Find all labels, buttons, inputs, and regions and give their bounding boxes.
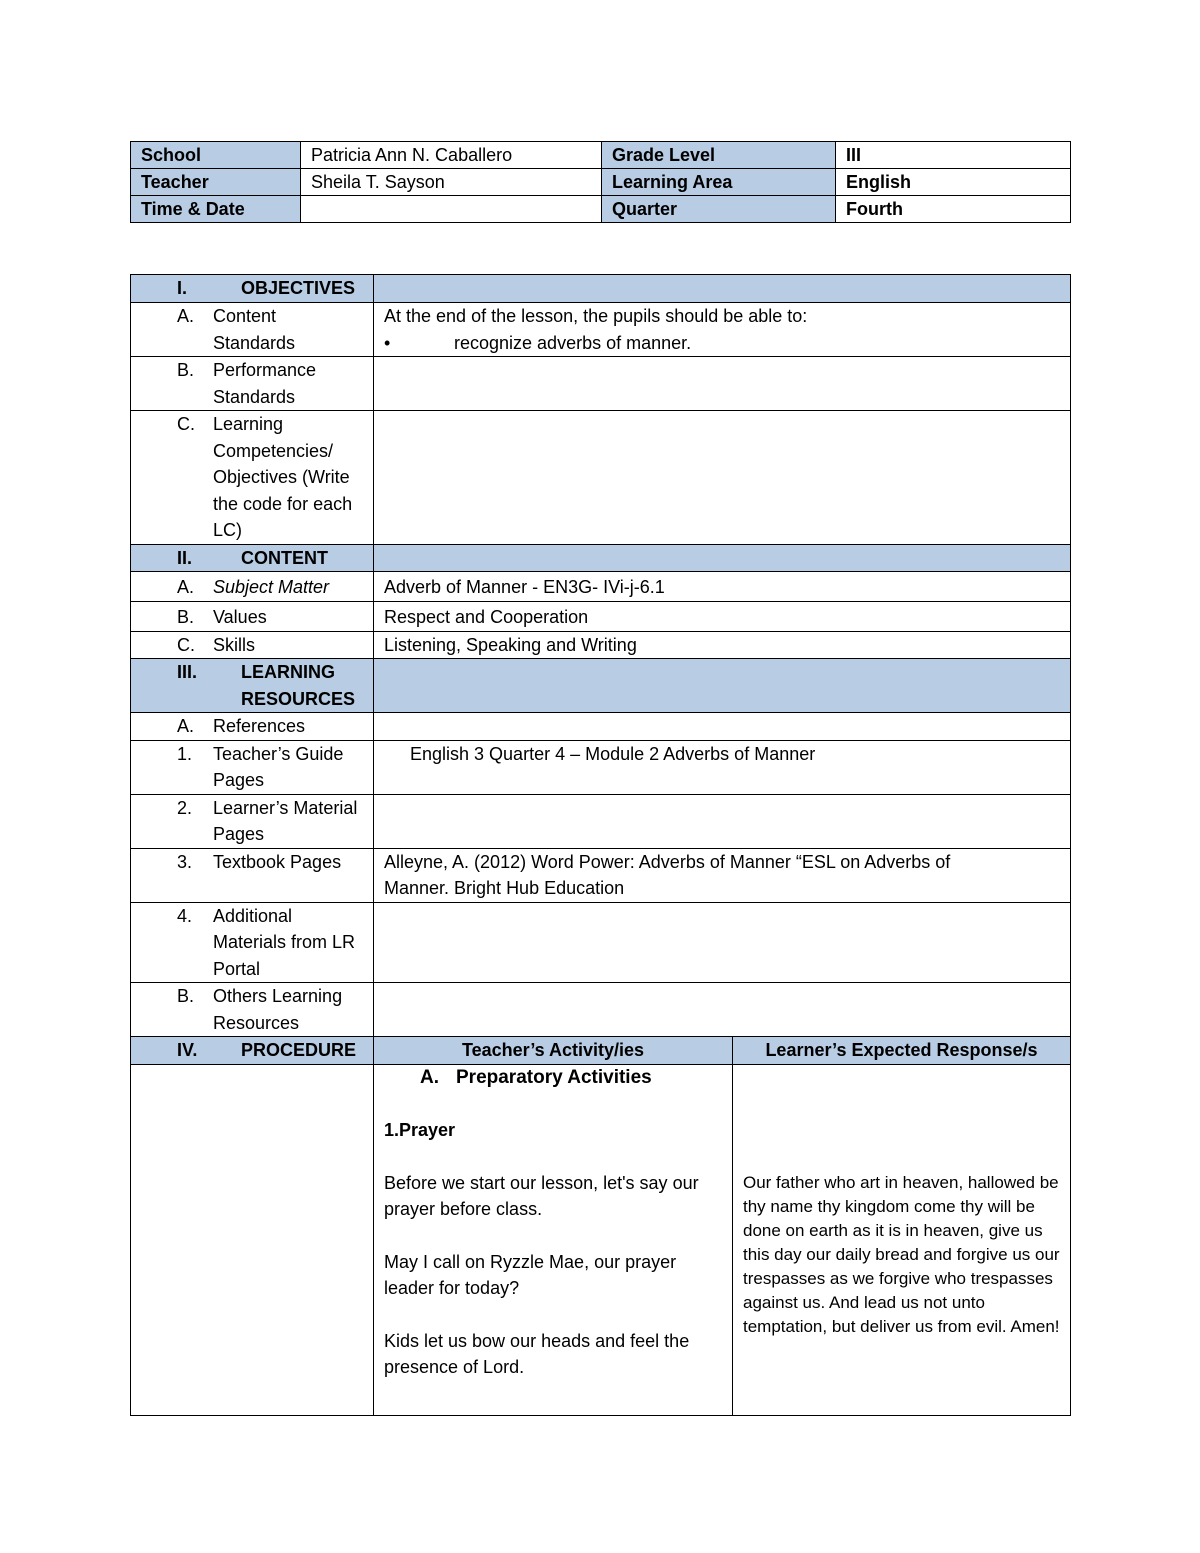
table-row bbox=[131, 902, 1071, 983]
objective-item: recognize adverbs of manner. bbox=[454, 332, 692, 353]
skills-value: Listening, Speaking and Writing bbox=[374, 631, 1071, 659]
prayer-title: 1.Prayer bbox=[384, 1120, 456, 1140]
teacher-value: Sheila T. Sayson bbox=[301, 169, 602, 196]
learning-area-value: English bbox=[836, 169, 1071, 196]
item-label: Learner’s Material Pages bbox=[213, 797, 358, 844]
section-title: PROCEDURE bbox=[241, 1040, 357, 1060]
item-label: Values bbox=[213, 607, 267, 627]
learner-response: Our father who art in heaven, hallowed be thy name thy kingdom come thy will be done on earth as it is in heaven, give us this day our daily bread and forgive us our trespasses as we forgive who trespasses against us. And lead us not unto temptation, but deliver us from evil. Amen! bbox=[743, 1172, 1060, 1336]
table-row bbox=[131, 631, 1071, 659]
lesson-info-table bbox=[130, 141, 1071, 223]
teacher-label: Teacher bbox=[131, 169, 301, 196]
item-number: 4. bbox=[177, 905, 193, 926]
teachers-guide-value: English 3 Quarter 4 – Module 2 Adverbs of Manner bbox=[374, 740, 1071, 794]
table-row bbox=[131, 713, 1071, 741]
lesson-plan-table bbox=[130, 274, 1071, 1416]
grade-level-label: Grade Level bbox=[602, 142, 836, 169]
table-row bbox=[131, 602, 1071, 632]
section-number: IV. bbox=[177, 1040, 198, 1060]
table-row bbox=[131, 411, 1071, 545]
item-label: Others Learning Resources bbox=[213, 986, 343, 1033]
item-label: Textbook Pages bbox=[213, 851, 342, 872]
table-row bbox=[131, 740, 1071, 794]
item-letter: C. bbox=[177, 634, 195, 655]
school-value: Patricia Ann N. Caballero bbox=[301, 142, 602, 169]
table-row bbox=[131, 303, 1071, 357]
item-letter: A. bbox=[177, 716, 195, 736]
table-row bbox=[131, 357, 1071, 411]
section-number: III. bbox=[177, 662, 198, 682]
teacher-activity-header: Teacher’s Activity/ies bbox=[374, 1037, 733, 1065]
teacher-paragraph: May I call on Ryzzle Mae, our prayer leader for today? bbox=[384, 1251, 677, 1298]
section-number: II. bbox=[177, 547, 193, 568]
table-row bbox=[131, 572, 1071, 602]
time-date-label: Time & Date bbox=[131, 196, 301, 223]
table-row bbox=[131, 794, 1071, 848]
teacher-paragraph: Kids let us bow our heads and feel the presence of Lord. bbox=[384, 1330, 690, 1377]
item-label: Subject Matter bbox=[213, 577, 330, 597]
table-row bbox=[131, 983, 1071, 1037]
activity-title: Preparatory Activities bbox=[456, 1066, 652, 1088]
item-number: 3. bbox=[177, 851, 193, 872]
textbook-value: Alleyne, A. (2012) Word Power: Adverbs of Manner “ESL on Adverbs of Manner. Bright Hub Education bbox=[374, 848, 1071, 902]
section-header-content bbox=[131, 544, 1071, 572]
item-label: Content Standards bbox=[213, 306, 296, 353]
activity-letter: A. bbox=[420, 1066, 439, 1088]
subject-matter-value: Adverb of Manner - EN3G- IVi-j-6.1 bbox=[374, 572, 1071, 602]
learner-response-header: Learner’s Expected Response/s bbox=[733, 1037, 1071, 1065]
item-letter: A. bbox=[177, 577, 195, 597]
item-letter: C. bbox=[177, 414, 195, 434]
teacher-paragraph: Before we start our lesson, let's say our prayer before class. bbox=[384, 1172, 699, 1219]
bullet: • bbox=[384, 332, 391, 353]
item-number: 2. bbox=[177, 797, 193, 818]
quarter-value: Fourth bbox=[836, 196, 1071, 223]
section-number: I. bbox=[177, 278, 188, 298]
section-header-procedure bbox=[131, 1037, 1071, 1065]
section-title: OBJECTIVES bbox=[241, 278, 356, 298]
item-label: Performance Standards bbox=[213, 360, 317, 407]
time-date-value bbox=[301, 196, 602, 223]
table-row bbox=[131, 1064, 1071, 1415]
item-label: Learning Competencies/ Objectives (Write the code for each LC) bbox=[213, 414, 353, 540]
item-label: Teacher’s Guide Pages bbox=[213, 743, 344, 790]
learning-area-label: Learning Area bbox=[602, 169, 836, 196]
item-label: Additional Materials from LR Portal bbox=[213, 905, 356, 979]
school-label: School bbox=[131, 142, 301, 169]
item-letter: B. bbox=[177, 360, 195, 380]
values-value: Respect and Cooperation bbox=[374, 602, 1071, 632]
item-letter: B. bbox=[177, 986, 195, 1006]
section-title: LEARNING RESOURCES bbox=[241, 662, 356, 709]
grade-level-value: III bbox=[836, 142, 1071, 169]
objective-intro: At the end of the lesson, the pupils should be able to: bbox=[384, 306, 808, 326]
section-header-learning-resources bbox=[131, 659, 1071, 713]
item-label: References bbox=[213, 716, 306, 736]
section-header-objectives bbox=[131, 275, 1071, 303]
item-letter: B. bbox=[177, 607, 195, 627]
table-row bbox=[131, 848, 1071, 902]
item-label: Skills bbox=[213, 634, 256, 655]
section-title: CONTENT bbox=[241, 547, 328, 568]
item-letter: A. bbox=[177, 306, 195, 326]
item-number: 1. bbox=[177, 743, 193, 764]
quarter-label: Quarter bbox=[602, 196, 836, 223]
